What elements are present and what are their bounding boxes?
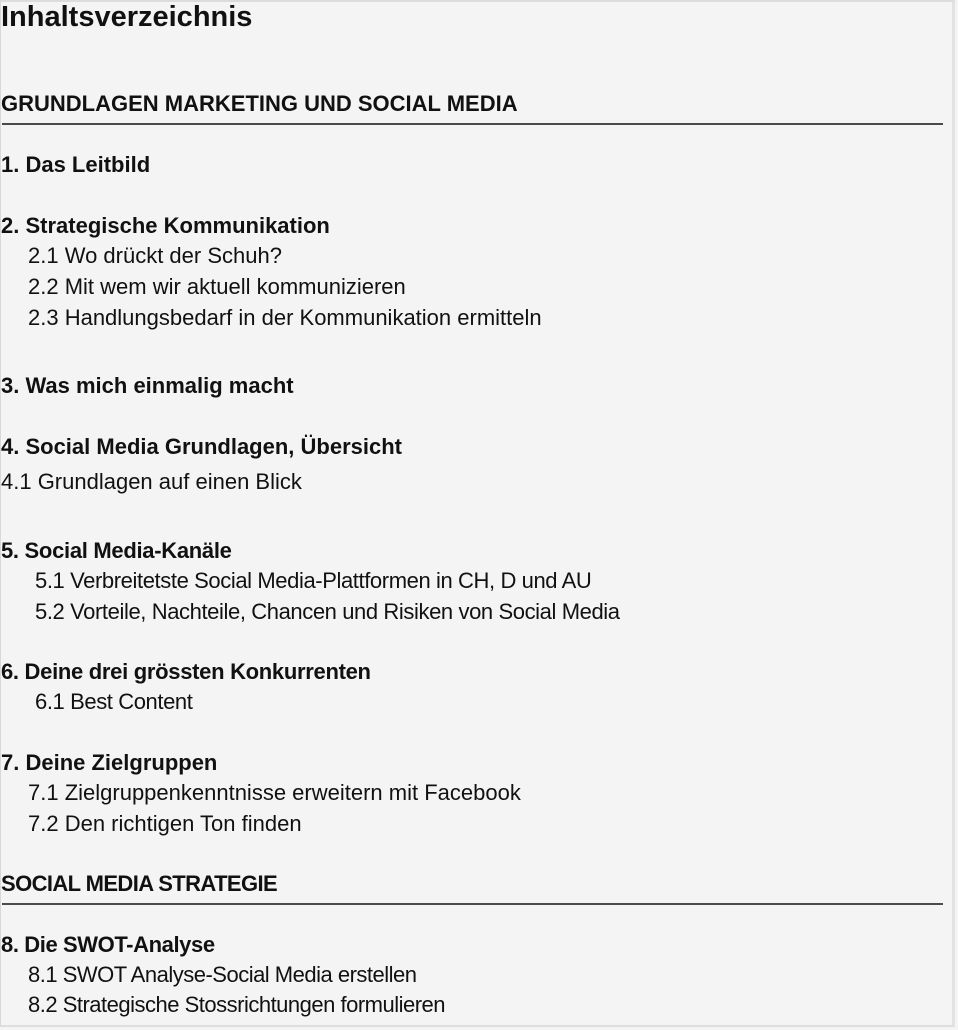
toc-chapter-4[interactable]: 4. Social Media Grundlagen, Übersicht — [1, 434, 402, 459]
toc-sub-7-2[interactable]: 7.2 Den richtigen Ton finden — [28, 811, 302, 836]
toc-chapter-3[interactable]: 3. Was mich einmalig macht — [1, 373, 294, 398]
toc-chapter-6[interactable]: 6. Deine drei grössten Konkurrenten — [1, 659, 371, 684]
toc-sub-6-1[interactable]: 6.1 Best Content — [35, 689, 193, 714]
page-title: Inhaltsverzeichnis — [1, 1, 253, 33]
part-heading-strategie: SOCIAL MEDIA STRATEGIE — [1, 871, 278, 896]
toc-chapter-1[interactable]: 1. Das Leitbild — [1, 152, 151, 177]
toc-chapter-7[interactable]: 7. Deine Zielgruppen — [1, 750, 218, 775]
part-heading-grundlagen: GRUNDLAGEN MARKETING UND SOCIAL MEDIA — [1, 91, 518, 116]
section-divider — [2, 903, 943, 905]
toc-sub-2-3[interactable]: 2.3 Handlungsbedarf in der Kommunikation ermitteln — [28, 305, 542, 330]
section-divider — [2, 123, 943, 125]
toc-sub-7-1[interactable]: 7.1 Zielgruppenkenntnisse erweitern mit Facebook — [28, 780, 521, 805]
toc-sub-2-1[interactable]: 2.1 Wo drückt der Schuh? — [28, 243, 282, 268]
toc-sub-8-2[interactable]: 8.2 Strategische Stossrichtungen formulieren — [28, 992, 446, 1017]
toc-chapter-8[interactable]: 8. Die SWOT-Analyse — [1, 932, 215, 957]
toc-chapter-5[interactable]: 5. Social Media-Kanäle — [1, 538, 232, 563]
toc-sub-5-1[interactable]: 5.1 Verbreitetste Social Media-Plattformen in CH, D und AU — [35, 568, 592, 593]
toc-sub-5-2[interactable]: 5.2 Vorteile, Nachteile, Chancen und Risiken von Social Media — [35, 599, 620, 624]
toc-sub-8-1[interactable]: 8.1 SWOT Analyse-Social Media erstellen — [28, 962, 417, 987]
toc-sub-4-1[interactable]: 4.1 Grundlagen auf einen Blick — [1, 469, 302, 494]
toc-sub-2-2[interactable]: 2.2 Mit wem wir aktuell kommunizieren — [28, 274, 406, 299]
toc-chapter-2[interactable]: 2. Strategische Kommunikation — [1, 213, 330, 238]
